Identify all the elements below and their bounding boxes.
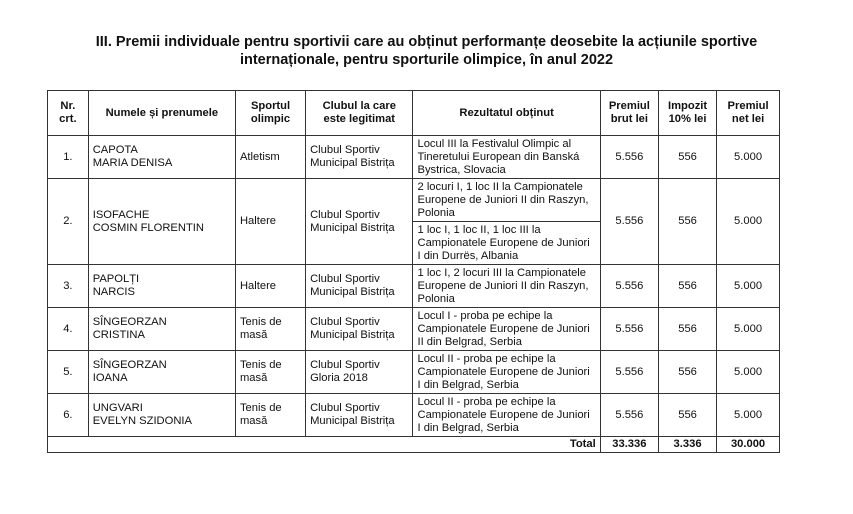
row-name xyxy=(88,136,235,179)
row-name xyxy=(88,394,235,437)
row-surname: SÎNGEORZAN xyxy=(92,316,167,329)
row-result: 1 loc I, 2 locuri III la Campionatele Europene de Juniori II din Raszyn, Polonia xyxy=(413,265,600,308)
row-sport: Haltere xyxy=(235,179,305,265)
table-row xyxy=(48,308,780,351)
header-net: Premiul net lei xyxy=(717,91,780,136)
row-result: Locul III la Festivalul Olimpic al Tineretului European din Banská Bystrica, Slovacia xyxy=(413,136,600,179)
row-club: Clubul Sportiv Gloria 2018 xyxy=(306,351,413,394)
row-net: 5.000 xyxy=(717,136,780,179)
total-gross: 33.336 xyxy=(600,437,658,453)
document-title xyxy=(0,33,853,69)
table-row xyxy=(48,351,780,394)
row-club: Clubul Sportiv Municipal Bistrița xyxy=(306,308,413,351)
row-nr: 1. xyxy=(48,136,89,179)
total-tax: 3.336 xyxy=(659,437,717,453)
row-name xyxy=(88,351,235,394)
row-tax: 556 xyxy=(659,351,717,394)
row-club: Clubul Sportiv Municipal Bistrița xyxy=(306,136,413,179)
row-club: Clubul Sportiv Municipal Bistrița xyxy=(306,179,413,265)
table-row xyxy=(48,265,780,308)
row-surname: CAPOTA xyxy=(92,144,138,157)
table-row xyxy=(48,394,780,437)
row-sport: Tenis de masă xyxy=(235,351,305,394)
row-gross: 5.556 xyxy=(600,265,658,308)
header-gross: Premiul brut lei xyxy=(600,91,658,136)
title-line-1: III. Premii individuale pentru sportivii care au obținut performanțe deosebite la acțiunile sportive xyxy=(95,34,758,50)
row-gross: 5.556 xyxy=(600,351,658,394)
row-sport: Haltere xyxy=(235,265,305,308)
title-line-2: internaționale, pentru sporturile olimpice, în anul 2022 xyxy=(239,52,614,68)
header-sport: Sportul olimpic xyxy=(235,91,305,136)
row-result: Locul II - proba pe echipe la Campionatele Europene de Juniori I din Belgrad, Serbia xyxy=(413,351,600,394)
row-nr: 5. xyxy=(48,351,89,394)
row-net: 5.000 xyxy=(717,179,780,265)
row-nr: 2. xyxy=(48,179,89,265)
row-given-name: IOANA xyxy=(92,372,128,384)
row-result: Locul I - proba pe echipe la Campionatele Europene de Juniori II din Belgrad, Serbia xyxy=(413,308,600,351)
row-nr: 4. xyxy=(48,308,89,351)
row-given-name: CRISTINA xyxy=(92,329,145,341)
row-gross: 5.556 xyxy=(600,394,658,437)
row-tax: 556 xyxy=(659,179,717,265)
row-gross: 5.556 xyxy=(600,308,658,351)
row-net: 5.000 xyxy=(717,265,780,308)
header-result: Rezultatul obținut xyxy=(413,91,600,136)
row-tax: 556 xyxy=(659,136,717,179)
row-net: 5.000 xyxy=(717,394,780,437)
row-nr: 3. xyxy=(48,265,89,308)
row-given-name: MARIA DENISA xyxy=(92,157,173,169)
row-result: Locul II - proba pe echipe la Campionatele Europene de Juniori I din Belgrad, Serbia xyxy=(413,394,600,437)
row-tax: 556 xyxy=(659,265,717,308)
total-net: 30.000 xyxy=(717,437,780,453)
row-tax: 556 xyxy=(659,394,717,437)
row-net: 5.000 xyxy=(717,351,780,394)
row-sport: Atletism xyxy=(235,136,305,179)
row-surname: ISOFACHE xyxy=(92,208,150,221)
row-result: 2 locuri I, 1 loc II la Campionatele Europene de Juniori II din Raszyn, Polonia xyxy=(413,179,600,222)
row-surname: UNGVARI xyxy=(92,402,143,415)
header-tax: Impozit 10% lei xyxy=(659,91,717,136)
row-name xyxy=(88,308,235,351)
total-label: Total xyxy=(48,437,601,453)
total-row xyxy=(48,437,780,453)
header-club: Clubul la care este legitimat xyxy=(306,91,413,136)
row-result-second: 1 loc I, 1 loc II, 1 loc III la Campionatele Europene de Juniori I din Durrës, Albania xyxy=(413,222,600,265)
row-sport: Tenis de masă xyxy=(235,308,305,351)
row-given-name: COSMIN FLORENTIN xyxy=(92,221,204,234)
row-surname: SÎNGEORZAN xyxy=(92,359,167,372)
row-given-name: NARCIS xyxy=(92,286,135,298)
row-given-name: EVELYN SZIDONIA xyxy=(92,415,192,427)
row-gross: 5.556 xyxy=(600,179,658,265)
header-nr: Nr. crt. xyxy=(48,91,89,136)
row-name xyxy=(88,179,235,265)
row-tax: 556 xyxy=(659,308,717,351)
row-name xyxy=(88,265,235,308)
row-gross: 5.556 xyxy=(600,136,658,179)
row-club: Clubul Sportiv Municipal Bistrița xyxy=(306,265,413,308)
header-row xyxy=(48,91,780,136)
header-name: Numele și prenumele xyxy=(88,91,235,136)
row-sport: Tenis de masă xyxy=(235,394,305,437)
row-surname: PAPOLȚI xyxy=(92,273,140,286)
table-row xyxy=(48,179,780,222)
row-club: Clubul Sportiv Municipal Bistrița xyxy=(306,394,413,437)
row-nr: 6. xyxy=(48,394,89,437)
row-net: 5.000 xyxy=(717,308,780,351)
prizes-table xyxy=(47,90,780,453)
table-row xyxy=(48,136,780,179)
